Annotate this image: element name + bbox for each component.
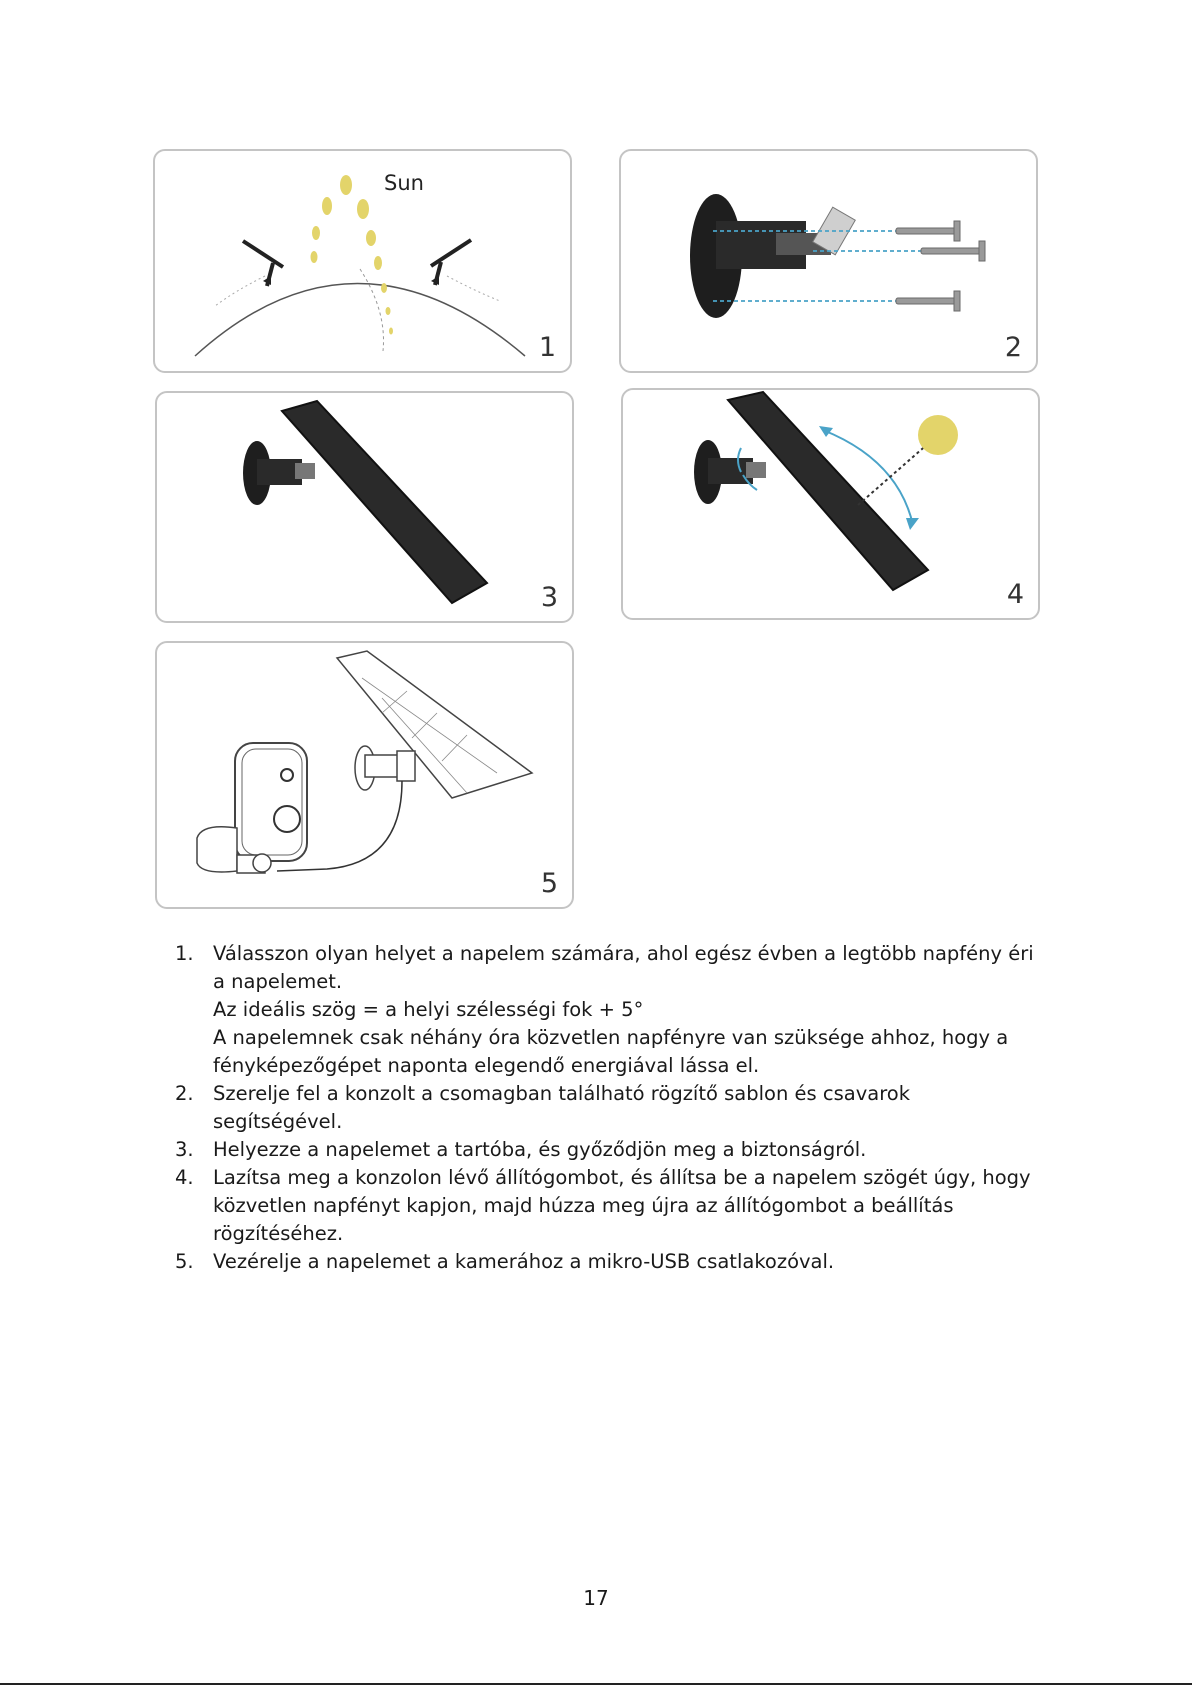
instruction-number: 3. <box>175 1138 194 1161</box>
figure-camera-connection <box>155 641 574 909</box>
instruction-line: Helyezze a napelemet a tartóba, és győződjön meg a biztonságról. <box>213 1138 867 1161</box>
instruction-line: rögzítéséhez. <box>213 1222 344 1245</box>
left-solar-mount <box>243 241 283 286</box>
panel-in-holder-illustration <box>157 393 576 625</box>
sun-label: Sun <box>384 171 424 195</box>
sun-dots <box>311 175 394 335</box>
figure-angle-adjustment <box>621 388 1040 620</box>
instruction-line: Az ideális szög = a helyi szélességi fok + 5° <box>213 998 644 1021</box>
page-number: 17 <box>583 1586 609 1610</box>
instruction-number: 1. <box>175 942 194 965</box>
angle-adjustment-illustration <box>623 390 1042 622</box>
figure-bracket-screws <box>619 149 1038 373</box>
sun-path-illustration <box>155 151 574 375</box>
figure-number: 1 <box>538 332 556 363</box>
right-solar-mount <box>431 240 471 285</box>
instruction-line: Szerelje fel a konzolt a csomagban található rögzítő sablon és csavarok <box>213 1082 911 1105</box>
instruction-number: 2. <box>175 1082 194 1105</box>
instruction-line: közvetlen napfényt kapjon, majd húzza meg újra az állítógombot a beállítás <box>213 1194 954 1217</box>
figure-number: 5 <box>540 868 558 899</box>
instruction-number: 5. <box>175 1250 194 1273</box>
instruction-line: segítségével. <box>213 1110 343 1133</box>
instruction-line: A napelemnek csak néhány óra közvetlen napfényre van szüksége ahhoz, hogy a <box>213 1026 1009 1049</box>
instruction-line: fényképezőgépet naponta elegendő energiával lássa el. <box>213 1054 760 1077</box>
figure-sun-path <box>153 149 572 373</box>
bracket-screws-illustration <box>621 151 1040 375</box>
figure-number: 3 <box>540 582 558 613</box>
instruction-item <box>175 1248 1055 1276</box>
figure-panel-in-holder <box>155 391 574 623</box>
instruction-item <box>175 1080 1055 1136</box>
sun-icon <box>918 415 958 455</box>
instruction-line: Válasszon olyan helyet a napelem számára, ahol egész évben a legtöbb napfény éri <box>213 942 1034 965</box>
instruction-item <box>175 940 1055 1080</box>
figure-number: 4 <box>1006 579 1024 610</box>
instruction-number: 4. <box>175 1166 194 1189</box>
instruction-line: Vezérelje a napelemet a kamerához a mikro-USB csatlakozóval. <box>213 1250 835 1273</box>
figure-number: 2 <box>1004 332 1022 363</box>
instruction-item <box>175 1164 1055 1248</box>
camera-connection-illustration <box>157 643 576 911</box>
instruction-list <box>175 940 1055 1276</box>
instruction-line: a napelemet. <box>213 970 343 993</box>
instruction-line: Lazítsa meg a konzolon lévő állítógombot, és állítsa be a napelem szögét úgy, hogy <box>213 1166 1031 1189</box>
instruction-item <box>175 1136 1055 1164</box>
